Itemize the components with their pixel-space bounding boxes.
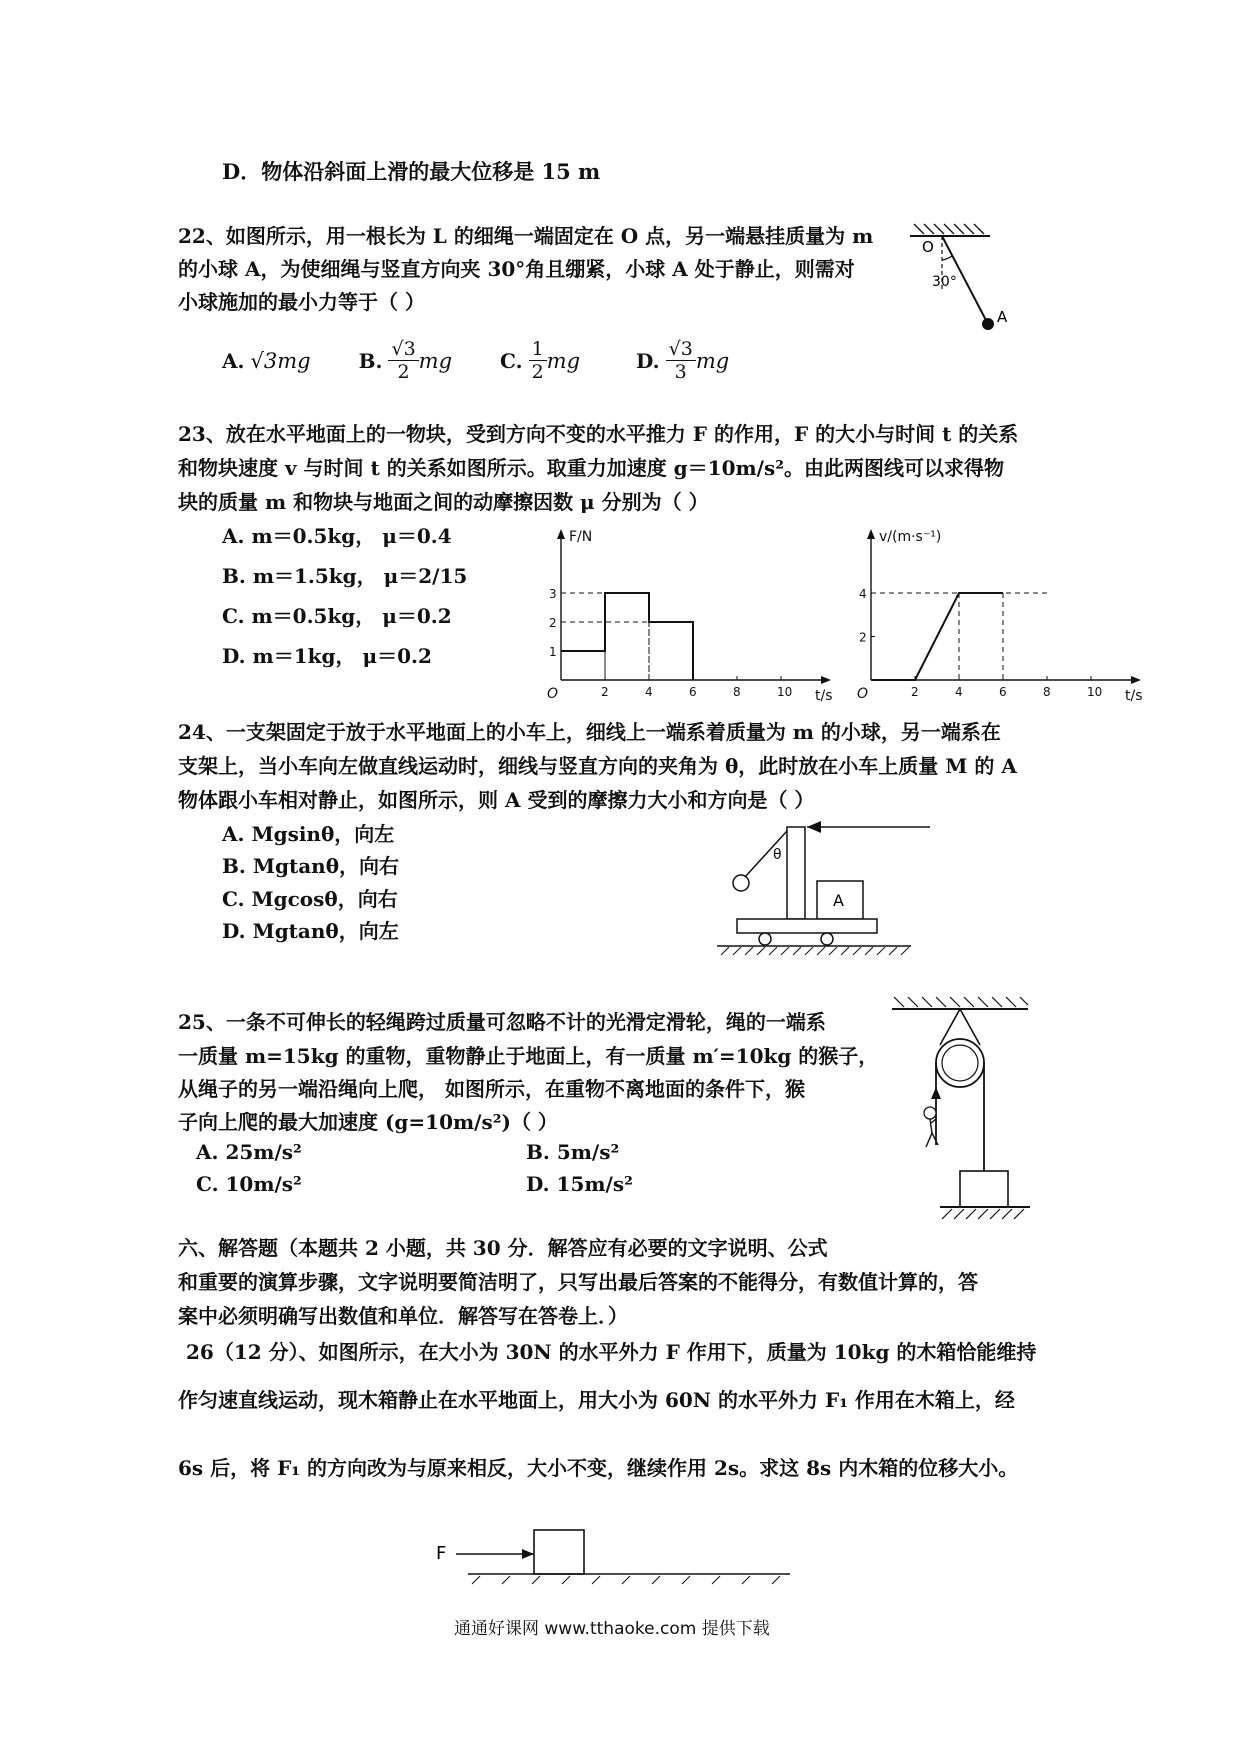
q22-option-d-fraction xyxy=(666,338,696,383)
vt-x-label: t/s xyxy=(1125,688,1143,704)
q24-line2: 支架上，当小车向左做直线运动时，细线与竖直方向的夹角为 θ，此时放在小车上质量 M 的 A xyxy=(178,754,1017,778)
q24-line3: 物体跟小车相对静止，如图所示，则 A 受到的摩擦力大小和方向是（ ） xyxy=(178,788,815,812)
wooden-box xyxy=(534,1530,584,1574)
q26-line3: 6s 后，将 F₁ 的方向改为与原来相反，大小不变，继续作用 2s。求这 8s 内木箱的位移大小。 xyxy=(178,1456,1019,1480)
vt-x-tick-label: 8 xyxy=(1043,685,1051,699)
q22-option-d-den: 3 xyxy=(674,361,687,383)
q22-option-d-label: D. xyxy=(636,348,660,373)
q24-option-d: D. Mgtanθ，向左 xyxy=(222,919,399,943)
cart-body xyxy=(737,919,877,933)
vt-data-line xyxy=(871,593,1003,680)
q22-option-c-den: 2 xyxy=(531,361,544,383)
q23-option-a: A. m＝0.5kg， μ＝0.4 xyxy=(222,524,452,548)
monkey-figure xyxy=(924,1107,936,1119)
cart-wheel-left xyxy=(759,933,771,945)
ft-x-arrow xyxy=(821,676,831,684)
q23-option-c: C. m＝0.5kg， μ＝0.2 xyxy=(222,604,452,628)
section6-line1: 六、解答题（本题共 2 小题，共 30 分．解答应有必要的文字说明、公式 xyxy=(178,1236,828,1260)
q22-option-d-tail: mg xyxy=(695,348,730,373)
force-time-chart xyxy=(545,525,845,710)
q25-option-b: B. 5m/s² xyxy=(526,1140,620,1164)
ft-x-tick-label: 8 xyxy=(733,685,741,699)
motion-arrow-head xyxy=(807,821,821,833)
q24-line1: 24、一支架固定于放于水平地面上的小车上，细线上一端系着质量为 m 的小球，另一端系在 xyxy=(178,720,1001,744)
cart-post xyxy=(787,827,805,919)
cart-angle-label: θ xyxy=(773,847,782,863)
ft-y-tick-label: 3 xyxy=(549,587,557,601)
q23-option-d: D. m＝1kg， μ＝0.2 xyxy=(222,644,432,668)
q22-line2: 的小球 A，为使细绳与竖直方向夹 30°角且绷紧，小球 A 处于静止，则需对 xyxy=(178,257,855,281)
q23-line2: 和物块速度 v 与时间 t 的关系如图所示。取重力加速度 g＝10m/s²。由此两图线可以求得物 xyxy=(178,456,1004,480)
q22-option-c-num: 1 xyxy=(529,338,547,361)
ft-y-tick-label: 2 xyxy=(549,616,557,630)
vt-x-tick-label: 10 xyxy=(1087,685,1103,699)
vt-x-arrow xyxy=(1131,676,1141,684)
footer-text: 通通好课网 www.tthaoke.com 提供下载 xyxy=(454,1619,770,1639)
ft-x-tick-label: 2 xyxy=(601,685,609,699)
q21-option-d: D．物体沿斜面上滑的最大位移是 15 m xyxy=(222,159,601,184)
vt-x-tick-label: 6 xyxy=(999,685,1007,699)
q24-option-a: A. Mgsinθ，向左 xyxy=(222,822,395,846)
section6-line3: 案中必须明确写出数值和单位．解答写在答卷上．） xyxy=(178,1304,628,1328)
hanging-ball xyxy=(733,875,749,891)
q25-line2: 一质量 m=15kg 的重物，重物静止于地面上，有一质量 m′=10kg 的猴子， xyxy=(178,1044,879,1068)
ft-y-tick-label: 1 xyxy=(549,645,557,659)
q22-option-c-label: C. xyxy=(500,348,523,373)
ft-y-label: F/N xyxy=(569,529,593,545)
ft-data-line xyxy=(561,593,693,680)
q25-option-c: C. 10m/s² xyxy=(196,1172,302,1196)
section6-line2: 和重要的演算步骤，文字说明要简洁明了，只写出最后答案的不能得分，有数值计算的，答 xyxy=(178,1270,978,1294)
q22-option-b-num: √3 xyxy=(388,338,418,361)
box-force-label: F xyxy=(436,1543,447,1564)
vt-y-arrow xyxy=(867,529,875,539)
vt-origin: O xyxy=(857,686,869,702)
q22-option-b-tail: mg xyxy=(418,348,453,373)
ft-x-tick-label: 10 xyxy=(777,685,793,699)
weight-block xyxy=(960,1171,1008,1207)
ft-x-tick-label: 4 xyxy=(645,685,653,699)
q25-line3: 从绳子的另一端沿绳向上爬， 如图所示，在重物不离地面的条件下，猴 xyxy=(178,1077,805,1101)
pendulum-point-o: O xyxy=(922,238,934,256)
pendulum-diagram xyxy=(900,222,1030,337)
pulley-diagram xyxy=(880,995,1050,1245)
vt-y-tick-label: 4 xyxy=(859,587,867,601)
ft-x-tick-label: 6 xyxy=(689,685,697,699)
q22-option-b-den: 2 xyxy=(397,361,410,383)
q25-line4: 子向上爬的最大加速度 (g=10m/s²)（ ） xyxy=(178,1110,558,1134)
q23-line1: 23、放在水平地面上的一物块，受到方向不变的水平推力 F 的作用，F 的大小与时间 t 的关系 xyxy=(178,422,1019,446)
block-a-label: A xyxy=(833,891,844,910)
q22-line1: 22、如图所示，用一根长为 L 的细绳一端固定在 O 点，另一端悬挂质量为 m xyxy=(178,224,874,248)
cart-diagram xyxy=(715,815,945,960)
q23-line3: 块的质量 m 和物块与地面之间的动摩擦因数 μ 分别为（ ） xyxy=(178,490,709,514)
ft-x-label: t/s xyxy=(815,688,833,704)
q22-option-d-num: √3 xyxy=(666,338,696,361)
q22-option-a-label: A. xyxy=(222,348,245,373)
q22-option-c-tail: mg xyxy=(546,348,581,373)
pendulum-ball-label: A xyxy=(997,308,1008,326)
q25-line1: 25、一条不可伸长的轻绳跨过质量可忽略不计的光滑定滑轮，绳的一端系 xyxy=(178,1010,826,1034)
q22-option-b-label: B. xyxy=(358,348,383,373)
vt-y-tick-label: 2 xyxy=(859,630,867,645)
velocity-time-chart xyxy=(855,525,1155,710)
pendulum-angle-label: 30° xyxy=(932,274,957,290)
q22-line3: 小球施加的最小力等于（ ） xyxy=(178,290,425,314)
q25-option-d: D. 15m/s² xyxy=(526,1172,633,1196)
vt-x-tick-label: 4 xyxy=(955,685,963,699)
q22-option-b-fraction xyxy=(388,338,418,383)
ft-origin: O xyxy=(547,686,559,702)
q22-options xyxy=(222,338,729,383)
q25-option-a: A. 25m/s² xyxy=(196,1140,302,1164)
q23-option-b: B. m＝1.5kg， μ＝2/15 xyxy=(222,564,468,588)
q26-line2: 作匀速直线运动，现木箱静止在水平地面上，用大小为 60N 的水平外力 F₁ 作用在木箱上，经 xyxy=(178,1388,1015,1412)
q24-option-b: B. Mgtanθ，向右 xyxy=(222,854,400,878)
q22-option-a-value: √3mg xyxy=(250,348,311,373)
vt-y-label: v/(m·s⁻¹) xyxy=(879,529,942,545)
ft-y-arrow xyxy=(557,529,565,539)
q22-option-c-fraction xyxy=(529,338,547,383)
box-force-diagram xyxy=(430,1500,810,1610)
q24-option-c: C. Mgcosθ，向右 xyxy=(222,887,398,911)
cart-wheel-right xyxy=(821,933,833,945)
vt-x-tick-label: 2 xyxy=(911,685,919,699)
q26-line1: 26（12 分）、如图所示，在大小为 30N 的水平外力 F 作用下，质量为 10kg 的木箱恰能维持 xyxy=(186,1340,1037,1364)
